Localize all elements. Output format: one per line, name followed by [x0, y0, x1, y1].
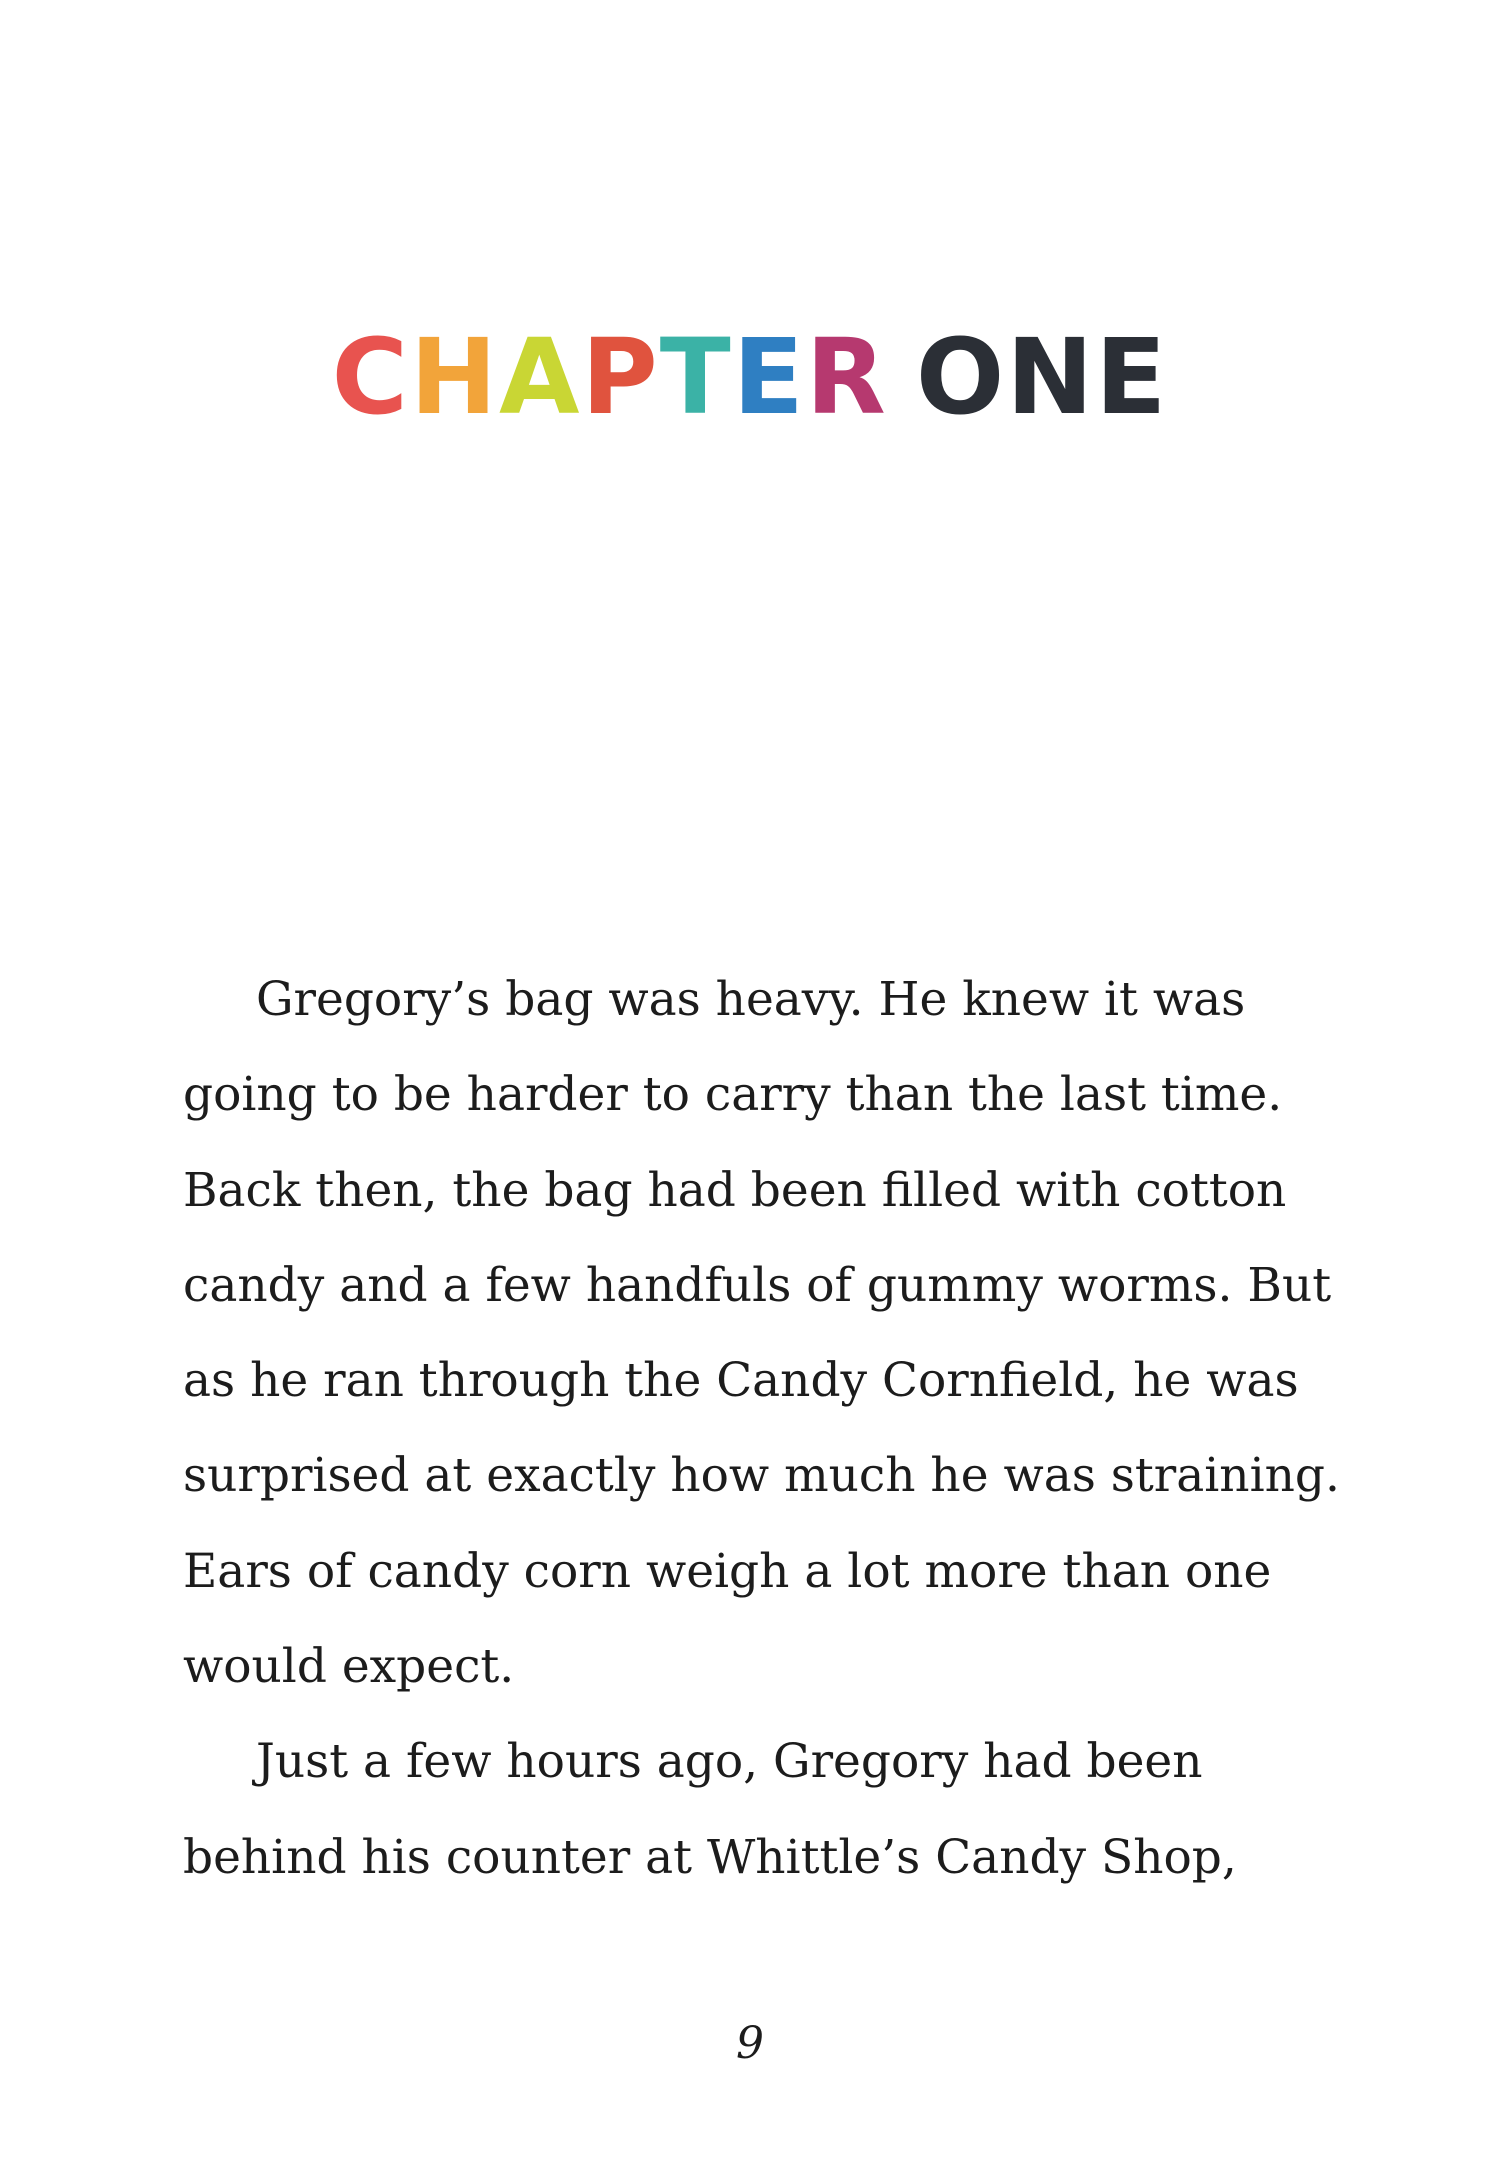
text-line: as he ran through the Candy Cornfield, he was	[183, 1353, 1299, 1409]
text-line: Just a few hours ago, Gregory had been	[256, 1734, 1203, 1790]
text-line: Gregory’s bag was heavy. He knew it was	[256, 972, 1246, 1027]
page-number: 9	[736, 2018, 764, 2069]
text-line: surprised at exactly how much he was straining.	[183, 1448, 1340, 1504]
chapter-heading	[0, 316, 1500, 438]
text-line: candy and a few handfuls of gummy worms. But	[183, 1257, 1332, 1313]
chapter-letter-h: H	[409, 316, 500, 438]
chapter-number-word: ONE	[915, 316, 1169, 438]
text-line: Ears of candy corn weigh a lot more than one	[183, 1543, 1272, 1599]
text-line: going to be harder to carry than the last time.	[183, 1067, 1283, 1123]
chapter-letter-a: A	[499, 316, 582, 438]
chapter-letter-p: P	[581, 316, 660, 438]
text-line: would expect.	[183, 1639, 515, 1695]
chapter-letter-e: E	[732, 316, 806, 438]
body-text	[183, 952, 1363, 1905]
text-line: behind his counter at Whittle’s Candy Shop,	[183, 1829, 1237, 1885]
text-line: Back then, the bag had been filled with cotton	[183, 1162, 1287, 1218]
chapter-letter-r: R	[805, 316, 888, 438]
chapter-letter-c: C	[331, 316, 410, 438]
chapter-letter-t: T	[659, 316, 733, 438]
